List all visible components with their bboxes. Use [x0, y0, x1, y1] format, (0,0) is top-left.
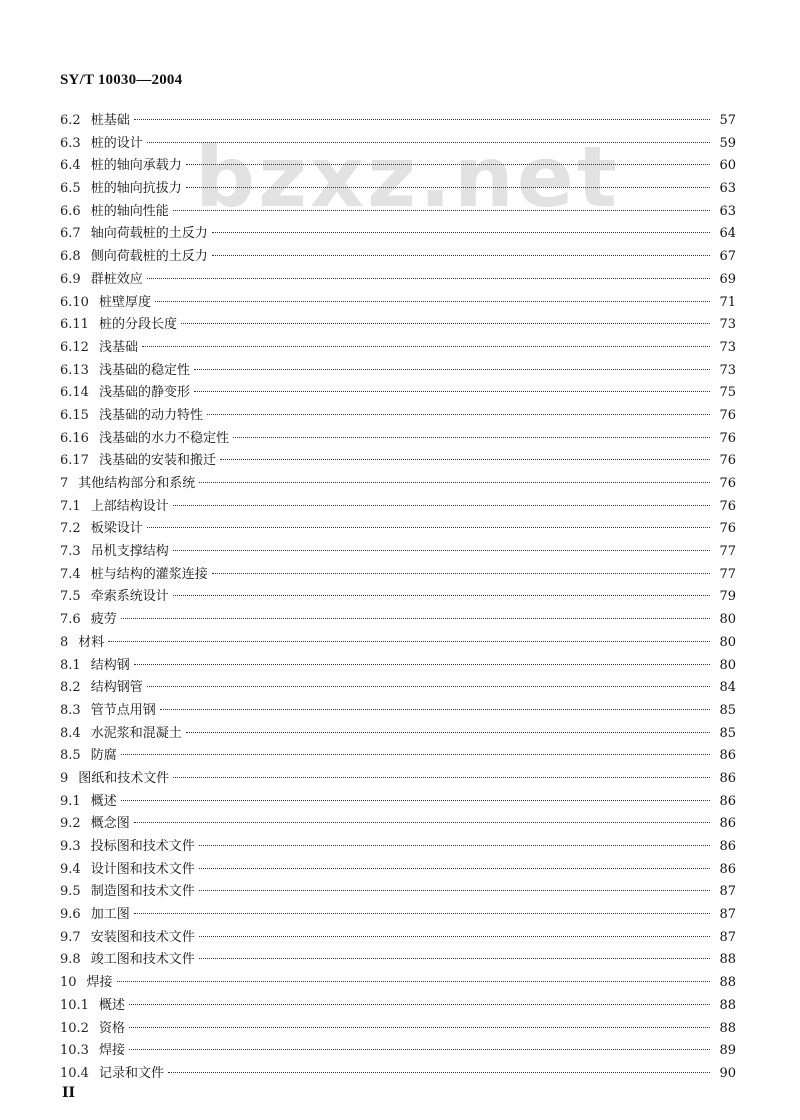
toc-entry: [60, 518, 736, 541]
toc-dot-leader: [147, 686, 710, 687]
toc-entry-number: 7: [60, 476, 69, 491]
toc-entry-title: 桩壁厚度: [98, 294, 151, 310]
toc-entry-number: 8.4: [60, 725, 81, 741]
toc-entry-page: 76: [719, 498, 736, 514]
toc-entry-page: 76: [719, 407, 736, 423]
toc-entry: [60, 949, 736, 972]
toc-entry-title: 概述: [98, 997, 125, 1013]
toc-entry-number: 10.1: [60, 997, 89, 1013]
toc-entry-title: 防腐: [90, 748, 117, 764]
toc-entry-title: 轴向荷载桩的土反力: [90, 226, 208, 242]
document-header: SY/T 10030—2004: [60, 72, 183, 88]
toc-entry-title: 板梁设计: [90, 521, 143, 537]
toc-entry-page: 57: [719, 113, 736, 128]
toc-entry-page: 73: [719, 317, 736, 333]
toc-entry-number: 6.12: [60, 339, 89, 355]
toc-entry-page: 60: [719, 158, 736, 174]
toc-dot-leader: [173, 505, 710, 506]
toc-entry-number: 6.10: [60, 294, 89, 310]
toc-entry-number: 6.4: [60, 158, 81, 174]
toc-dot-leader: [108, 641, 710, 642]
toc-entry-number: 8.2: [60, 680, 81, 696]
toc-entry-number: 10: [60, 975, 77, 991]
toc-dot-leader: [233, 437, 710, 438]
toc-dot-leader: [121, 618, 710, 619]
toc-dot-leader: [173, 550, 710, 551]
toc-entry: [60, 178, 736, 201]
toc-entry-title: 概述: [90, 793, 117, 809]
toc-entry-page: 80: [719, 657, 736, 673]
toc-entry-number: 6.11: [60, 317, 89, 333]
toc-entry: [60, 360, 736, 383]
toc-entry-page: 77: [719, 566, 736, 582]
toc-entry-number: 7.3: [60, 544, 81, 560]
toc-entry-page: 76: [719, 430, 736, 446]
toc-entry: [60, 723, 736, 746]
toc-entry-title: 结构钢: [90, 657, 130, 673]
toc-entry: [60, 133, 736, 156]
toc-entry-title: 焊接: [86, 975, 113, 991]
toc-entry-page: 69: [719, 271, 736, 287]
toc-entry-title: 材料: [78, 634, 105, 650]
toc-entry: [60, 382, 736, 405]
toc-dot-leader: [155, 301, 710, 302]
toc-entry-page: 86: [719, 770, 736, 786]
toc-entry-title: 上部结构设计: [90, 498, 169, 514]
toc-entry: [60, 972, 736, 995]
toc-dot-leader: [194, 369, 710, 370]
toc-entry: [60, 813, 736, 836]
toc-entry-page: 85: [719, 725, 736, 741]
toc-entry-page: 86: [719, 748, 736, 764]
toc-entry: [60, 609, 736, 632]
toc-entry-title: 浅基础: [98, 339, 138, 355]
toc-entry-page: 73: [719, 362, 736, 378]
toc-entry: [60, 1063, 736, 1086]
toc-entry-page: 90: [719, 1065, 736, 1081]
toc-entry-number: 9.3: [60, 839, 81, 854]
toc-dot-leader: [121, 754, 710, 755]
toc-entry-title: 设计图和技术文件: [90, 861, 195, 877]
toc-entry-title: 制造图和技术文件: [90, 884, 195, 900]
toc-entry-number: 6.6: [60, 203, 81, 219]
toc-entry-title: 牵索系统设计: [90, 589, 169, 605]
toc-entry-title: 安装图和技术文件: [90, 929, 195, 945]
table-of-contents: [60, 110, 736, 1086]
toc-entry-page: 86: [719, 816, 736, 832]
toc-entry: [60, 632, 736, 655]
toc-entry-page: 77: [719, 544, 736, 560]
toc-entry: [60, 677, 736, 700]
toc-entry-page: 63: [719, 203, 736, 219]
toc-entry-number: 6.13: [60, 362, 89, 378]
toc-entry-number: 7.6: [60, 612, 81, 628]
toc-dot-leader: [134, 913, 710, 914]
toc-dot-leader: [160, 709, 710, 710]
toc-entry-title: 加工图: [90, 907, 130, 923]
toc-dot-leader: [121, 800, 710, 801]
toc-entry: [60, 1040, 736, 1063]
toc-entry-number: 9.1: [60, 793, 81, 809]
toc-entry-page: 75: [719, 385, 736, 401]
toc-entry-title: 概念图: [90, 816, 130, 832]
toc-entry-title: 管节点用钢: [90, 702, 156, 718]
toc-entry-page: 88: [719, 952, 736, 968]
toc-entry-number: 10.4: [60, 1065, 89, 1081]
toc-entry-page: 88: [719, 997, 736, 1013]
toc-dot-leader: [147, 142, 710, 143]
toc-entry-number: 7.1: [60, 498, 81, 514]
watermark: bzxz.net: [195, 128, 620, 226]
toc-entry: [60, 428, 736, 451]
toc-entry-title: 浅基础的水力不稳定性: [98, 430, 229, 446]
toc-dot-leader: [186, 164, 710, 165]
toc-entry: [60, 927, 736, 950]
toc-entry-number: 7.5: [60, 589, 81, 605]
toc-entry: [60, 768, 736, 791]
toc-entry-page: 86: [719, 839, 736, 854]
toc-entry-page: 85: [719, 702, 736, 718]
toc-dot-leader: [173, 777, 710, 778]
toc-entry-title: 侧向荷载桩的土反力: [90, 249, 208, 265]
toc-entry: [60, 1018, 736, 1041]
toc-entry-page: 64: [719, 226, 736, 242]
toc-entry: [60, 745, 736, 768]
toc-dot-leader: [212, 573, 710, 574]
toc-entry-number: 6.5: [60, 181, 81, 197]
toc-entry-number: 6.17: [60, 453, 89, 469]
toc-dot-leader: [220, 459, 710, 460]
toc-dot-leader: [173, 210, 710, 211]
toc-entry-title: 投标图和技术文件: [90, 839, 195, 854]
toc-entry-number: 6.2: [60, 113, 81, 128]
toc-entry-number: 9.4: [60, 861, 81, 877]
toc-entry-number: 6.16: [60, 430, 89, 446]
toc-entry-page: 87: [719, 907, 736, 923]
toc-entry-number: 6.7: [60, 226, 81, 242]
toc-entry-number: 8: [60, 634, 69, 650]
toc-entry-number: 8.3: [60, 702, 81, 718]
toc-entry: [60, 904, 736, 927]
toc-entry-number: 9.6: [60, 907, 81, 923]
toc-entry-title: 浅基础的静变形: [98, 385, 190, 401]
toc-entry: [60, 473, 736, 496]
toc-entry-page: 59: [719, 135, 736, 151]
toc-entry-title: 桩与结构的灌浆连接: [90, 566, 208, 582]
toc-entry-page: 71: [719, 294, 736, 310]
toc-entry: [60, 337, 736, 360]
toc-dot-leader: [173, 595, 710, 596]
toc-entry: [60, 655, 736, 678]
toc-entry-number: 8.5: [60, 748, 81, 764]
toc-dot-leader: [186, 732, 710, 733]
toc-entry-title: 群桩效应: [90, 271, 143, 287]
toc-entry-page: 87: [719, 884, 736, 900]
toc-dot-leader: [134, 664, 710, 665]
toc-entry-number: 6.8: [60, 249, 81, 265]
toc-entry-number: 9: [60, 770, 69, 786]
toc-entry: [60, 791, 736, 814]
toc-entry-title: 其他结构部分和系统: [78, 476, 196, 491]
toc-entry-title: 竣工图和技术文件: [90, 952, 195, 968]
toc-entry-title: 资格: [98, 1020, 125, 1036]
toc-entry-title: 焊接: [98, 1043, 125, 1059]
toc-entry: [60, 269, 736, 292]
toc-dot-leader: [129, 1004, 710, 1005]
toc-entry-number: 6.14: [60, 385, 89, 401]
toc-dot-leader: [168, 1072, 710, 1073]
toc-dot-leader: [117, 981, 710, 982]
toc-entry-page: 80: [719, 634, 736, 650]
toc-entry: [60, 995, 736, 1018]
toc-entry: [60, 405, 736, 428]
toc-entry: [60, 110, 736, 133]
toc-dot-leader: [134, 822, 710, 823]
toc-entry: [60, 155, 736, 178]
toc-dot-leader: [129, 1049, 710, 1050]
toc-entry-page: 67: [719, 249, 736, 265]
toc-entry-number: 8.1: [60, 657, 81, 673]
toc-dot-leader: [147, 527, 710, 528]
toc-entry: [60, 246, 736, 269]
toc-entry-page: 76: [719, 476, 736, 491]
toc-dot-leader: [199, 868, 710, 869]
toc-entry-number: 7.2: [60, 521, 81, 537]
toc-entry-title: 桩基础: [90, 113, 130, 128]
toc-entry-title: 桩的设计: [90, 135, 143, 151]
toc-entry-title: 疲劳: [90, 612, 117, 628]
toc-entry-title: 桩的轴向承载力: [90, 158, 182, 174]
toc-entry-number: 10.2: [60, 1020, 89, 1036]
toc-dot-leader: [199, 958, 710, 959]
toc-entry-title: 记录和文件: [98, 1065, 164, 1081]
toc-entry-page: 89: [719, 1043, 736, 1059]
toc-entry-number: 6.9: [60, 271, 81, 287]
toc-dot-leader: [199, 936, 710, 937]
toc-entry-number: 9.2: [60, 816, 81, 832]
toc-dot-leader: [194, 391, 710, 392]
toc-dot-leader: [181, 323, 710, 324]
toc-dot-leader: [207, 414, 710, 415]
toc-entry-page: 88: [719, 975, 736, 991]
toc-entry-title: 浅基础的安装和搬迁: [98, 453, 216, 469]
toc-entry-number: 10.3: [60, 1043, 89, 1059]
toc-dot-leader: [199, 482, 710, 483]
page-number-footer: II: [62, 1085, 76, 1101]
toc-dot-leader: [147, 278, 710, 279]
toc-entry: [60, 836, 736, 859]
toc-dot-leader: [129, 1027, 710, 1028]
toc-entry-page: 86: [719, 861, 736, 877]
toc-entry-page: 88: [719, 1020, 736, 1036]
toc-entry-page: 87: [719, 929, 736, 945]
toc-entry-title: 桩的轴向抗拔力: [90, 181, 182, 197]
toc-entry-title: 吊机支撑结构: [90, 544, 169, 560]
toc-entry: [60, 564, 736, 587]
toc-entry: [60, 496, 736, 519]
toc-entry: [60, 201, 736, 224]
toc-entry-page: 80: [719, 612, 736, 628]
toc-dot-leader: [212, 255, 710, 256]
toc-entry-number: 9.7: [60, 929, 81, 945]
toc-entry-number: 6.15: [60, 407, 89, 423]
toc-entry: [60, 450, 736, 473]
toc-entry-title: 桩的分段长度: [98, 317, 177, 333]
toc-dot-leader: [186, 187, 710, 188]
toc-entry-title: 浅基础的稳定性: [98, 362, 190, 378]
toc-entry: [60, 859, 736, 882]
toc-entry-page: 84: [719, 680, 736, 696]
toc-dot-leader: [199, 845, 710, 846]
toc-entry: [60, 586, 736, 609]
toc-entry-title: 桩的轴向性能: [90, 203, 169, 219]
toc-entry: [60, 292, 736, 315]
toc-entry-title: 水泥浆和混凝土: [90, 725, 182, 741]
toc-entry-page: 63: [719, 181, 736, 197]
toc-entry-number: 9.8: [60, 952, 81, 968]
toc-entry: [60, 314, 736, 337]
toc-entry: [60, 700, 736, 723]
toc-dot-leader: [142, 346, 710, 347]
toc-entry-title: 浅基础的动力特性: [98, 407, 203, 423]
toc-entry-page: 73: [719, 339, 736, 355]
toc-dot-leader: [199, 890, 710, 891]
toc-entry: [60, 541, 736, 564]
toc-dot-leader: [134, 119, 710, 120]
toc-entry: [60, 223, 736, 246]
toc-entry: [60, 881, 736, 904]
toc-entry-page: 76: [719, 453, 736, 469]
toc-entry-number: 6.3: [60, 135, 81, 151]
toc-entry-title: 结构钢管: [90, 680, 143, 696]
toc-entry-title: 图纸和技术文件: [78, 770, 170, 786]
toc-dot-leader: [212, 232, 710, 233]
toc-entry-number: 7.4: [60, 566, 81, 582]
toc-entry-page: 86: [719, 793, 736, 809]
toc-entry-number: 9.5: [60, 884, 81, 900]
toc-entry-page: 79: [719, 589, 736, 605]
toc-entry-page: 76: [719, 521, 736, 537]
